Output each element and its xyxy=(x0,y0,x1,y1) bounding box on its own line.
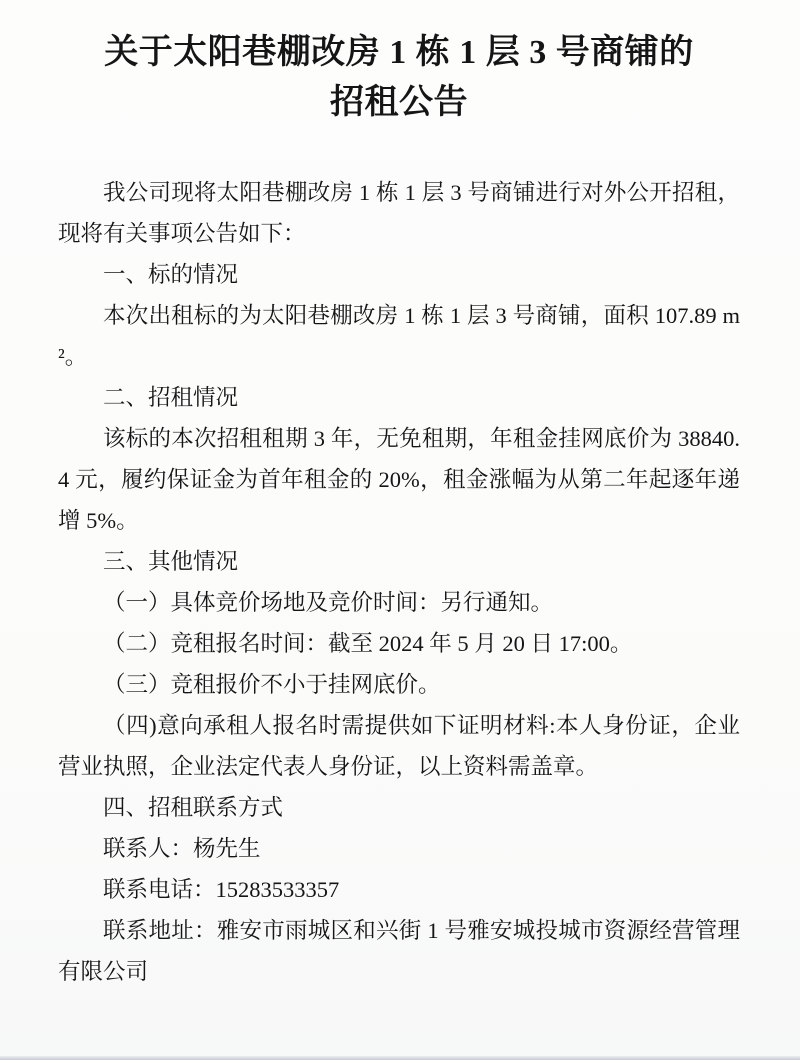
section-2-paragraph: 该标的本次招租租期 3 年，无免租期，年租金挂网底价为 38840.4 元，履约保证金为首年租金的 20%，租金涨幅为从第二年起逐年递增 5%。 xyxy=(58,426,740,533)
document-title-line2: 招租公告 xyxy=(330,84,468,121)
contact-person-line: 联系人：杨先生 xyxy=(103,836,261,861)
scan-bottom-edge xyxy=(0,1056,800,1060)
section-1-heading: 一、标的情况 xyxy=(103,262,239,287)
document-title xyxy=(58,28,740,128)
section-3-item-2: （二）竞租报名时间：截至 2024 年 5 月 20 日 17:00。 xyxy=(103,631,633,656)
intro-paragraph: 我公司现将太阳巷棚改房 1 栋 1 层 3 号商铺进行对外公开招租，现将有关事项公告如下： xyxy=(58,180,740,246)
section-3-item-4: （四)意向承租人报名时需提供如下证明材料:本人身份证，企业营业执照，企业法定代表人身份证，以上资料需盖章。 xyxy=(58,713,740,779)
section-2-heading: 二、招租情况 xyxy=(103,385,239,410)
section-3-item-3: （三）竞租报价不小于挂网底价。 xyxy=(103,672,441,697)
section-1-paragraph: 本次出租标的为太阳巷棚改房 1 栋 1 层 3 号商铺，面积 107.89 m²。 xyxy=(58,303,740,369)
section-3-item-1: （一）具体竞价场地及竞价时间：另行通知。 xyxy=(103,590,554,615)
document-body xyxy=(58,172,740,992)
document-title-line1: 关于太阳巷棚改房 1 栋 1 层 3 号商铺的 xyxy=(104,34,694,71)
contact-address-line: 联系地址：雅安市雨城区和兴街 1 号雅安城投城市资源经营管理有限公司 xyxy=(58,918,740,984)
section-4-heading: 四、招租联系方式 xyxy=(103,795,284,820)
contact-phone-line: 联系电话：15283533357 xyxy=(103,877,340,902)
section-3-heading: 三、其他情况 xyxy=(103,549,239,574)
